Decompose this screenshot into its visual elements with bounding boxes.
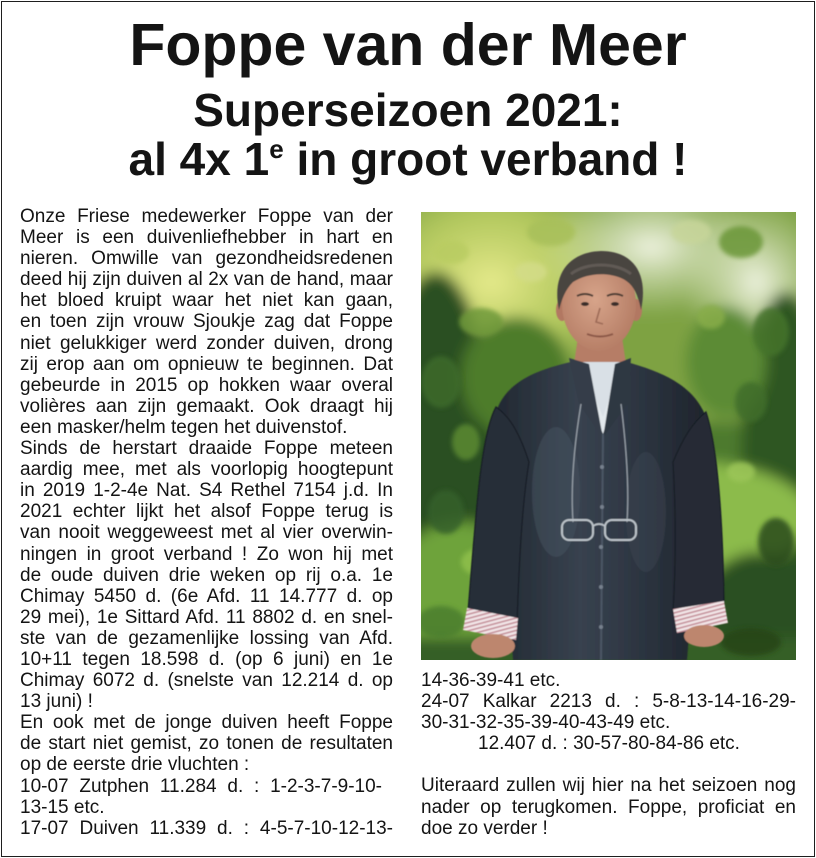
article-line: de start niet gemist, zo tonen de resultaten — [20, 733, 393, 755]
headline-text-end: in groot verband ! — [283, 133, 688, 185]
article-line: 14-36-39-41 etc. — [421, 670, 561, 691]
article-line: 30-31-32-35-39-40-43-49 etc. — [421, 712, 671, 734]
article-line: de oude duiven drie weken op rij o.a. 1e — [20, 564, 393, 586]
article-line: 13-15 etc. — [20, 796, 105, 818]
article-line: op de eerste drie vluchten : — [20, 754, 250, 776]
article-line: een masker/helm tegen het duivenstof. — [20, 416, 348, 438]
article-line: Meer is een duivenliefhebber in hart en — [20, 227, 393, 249]
article-line: En ook met de jonge duiven heeft Foppe — [20, 712, 393, 734]
portrait-photo — [421, 212, 796, 660]
article-line: ste van de gezamenlijke lossing van Afd. — [20, 627, 393, 649]
article-line: Uiteraard zullen wij hier na het seizoen nog — [421, 775, 796, 797]
article-line: 17-07 Duiven 11.339 d. : 4-5-7-10-12-13- — [20, 817, 393, 839]
article-line: Onze Friese medewerker Foppe van der — [20, 206, 393, 227]
article-line: 24-07 Kalkar 2213 d. : 5-8-13-14-16-29- — [421, 691, 796, 713]
article-line: aardig mee, met als voorlopig hoogtepunt — [20, 459, 393, 481]
headline-superscript: e — [269, 134, 284, 164]
article-subtitle: Superseizoen 2021: — [193, 84, 623, 136]
article-line: nieren. Omwille van gezondheidsredenen — [20, 248, 393, 270]
article-line: 10-07 Zutphen 11.284 d. : 1-2-3-7-9-10- — [20, 775, 382, 797]
article-line: gebeurde in 2015 op hokken waar overal — [20, 374, 393, 396]
article-line: doe zo verder ! — [421, 817, 548, 839]
article-line: Chimay 5450 d. (6e Afd. 11 14.777 d. op — [20, 585, 393, 607]
article-line: Sinds de herstart draaide Foppe meteen — [20, 438, 393, 460]
article-line: Chimay 6072 d. (snelste van 12.214 d. op — [20, 670, 393, 692]
article-title: Foppe van der Meer — [129, 12, 687, 78]
article-line: niet gelukkiger werd zonder duiven, drong — [20, 332, 393, 354]
headline-text-start: al 4x 1 — [128, 133, 270, 185]
paragraph-spacer — [421, 754, 796, 775]
article-line: in 2019 1-2-4e Nat. S4 Rethel 7154 j.d. In — [20, 480, 393, 502]
article-line: 2021 echter lijkt het alsof Foppe terug is — [20, 501, 393, 523]
article-line: en toen zijn vrouw Sjoukje zag dat Foppe — [20, 311, 393, 333]
article-line: ningen in groot verband ! Zo won hij met — [20, 543, 393, 565]
article-line: 10+11 tegen 18.598 d. (op 6 juni) en 1e — [20, 648, 393, 670]
article-line: 12.407 d. : 30-57-80-84-86 etc. — [478, 733, 740, 755]
article-line: van nooit weggeweest met al vier overwin- — [20, 522, 393, 544]
article-line: 13 juni) ! — [20, 691, 93, 713]
article-line: nader op terugkomen. Foppe, proficiat en — [421, 796, 796, 818]
article-column-left — [20, 206, 393, 839]
article-headline — [0, 133, 816, 185]
article-line: 29 mei), 1e Sittard Afd. 11 8802 d. en snel- — [20, 606, 393, 628]
article-line: het bloed kruipt waar het niet kan gaan, — [20, 290, 393, 312]
article-line: zij erop aan om opnieuw te beginnen. Dat — [20, 353, 393, 375]
article-line: deed hij zijn duiven al 2x van de hand, maar — [20, 269, 393, 291]
article-column-right — [421, 670, 796, 839]
article-line: volières aan zijn gemaakt. Ook draagt hij — [20, 395, 393, 417]
